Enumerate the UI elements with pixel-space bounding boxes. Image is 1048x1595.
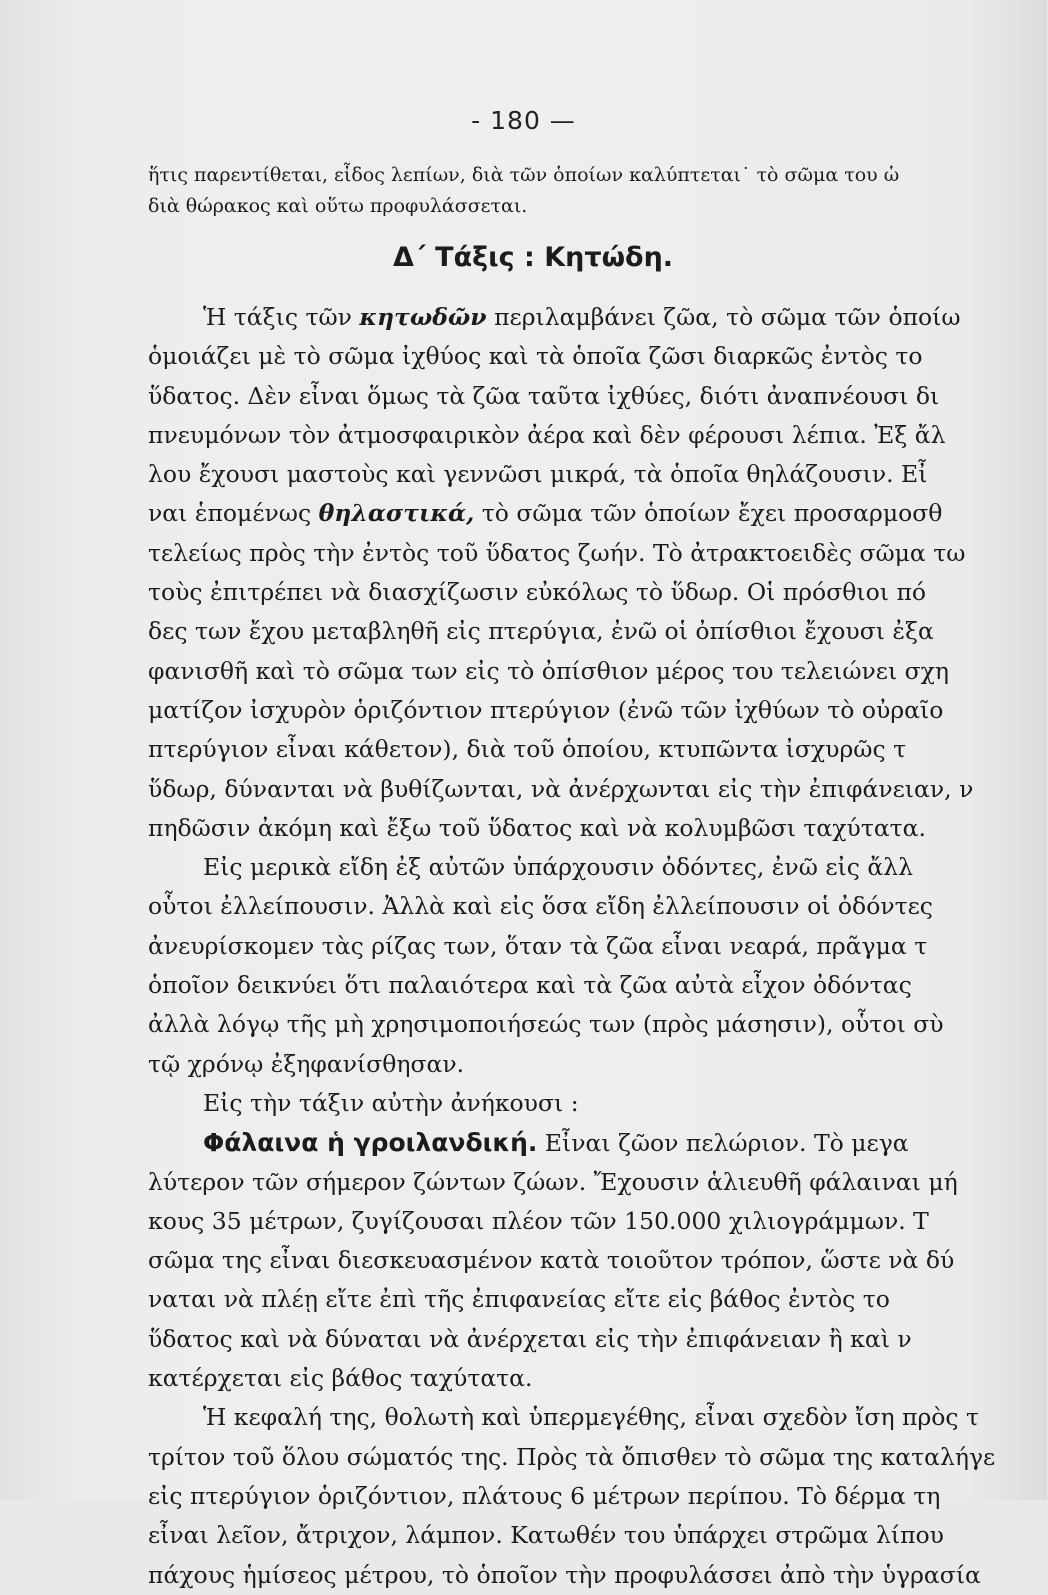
paragraph-greenland-whale [148,1123,1048,1398]
text-line: ἀλλὰ λόγῳ τῆς μὴ χρησιμοποιήσεώς των (πρὸς μάσησιν), οὗτοι σὺ [148,1010,944,1039]
text-line: ὁμοιάζει μὲ τὸ σῶμα ἰχθύος καὶ τὰ ὁποῖα ζῶσι διαρκῶς ἐντὸς το [148,342,923,371]
page-content [148,160,1048,1595]
text-line: ὁποῖον δεικνύει ὅτι παλαιότερα καὶ τὰ ζῶα αὐτὰ εἶχον ὀδόντας [148,971,912,1000]
text-line: σῶμα της εἶναι διεσκευασμένον κατὰ τοιοῦτον τρόπον, ὥστε νὰ δύ [148,1246,955,1275]
text-line: τῷ χρόνῳ ἐξηφανίσθησαν. [148,1049,465,1078]
bold-term: θηλαστικά, [318,499,475,528]
text-line: ὕδατος. Δὲν εἶναι ὅμως τὰ ζῶα ταῦτα ἰχθύες, διότι ἀναπνέουσι δι [148,381,940,410]
text-line [148,494,1048,533]
text-line: Ἡ κεφαλή της, θολωτὴ καὶ ὑπερμεγέθης, εἶναι σχεδὸν ἴση πρὸς τ [203,1403,980,1432]
text-run: Ἡ τάξις τῶν [203,303,360,331]
text-line: Εἰς τὴν τάξιν αὐτὴν ἀνήκουσι : [203,1088,579,1117]
text-line: δες των ἔχου μεταβληθῆ εἰς πτερύγια, ἐνῶ οἱ ὀπίσθιοι ἔχουσι ἐξα [148,617,934,646]
text-line: εἶναι λεῖον, ἄτριχον, λάμπον. Κατωθέν του ὑπάρχει στρῶμα λίπου [148,1521,944,1550]
text-line: τρίτον τοῦ ὅλου σώματός της. Πρὸς τὰ ὄπισθεν τὸ σῶμα της καταλήγε [148,1442,996,1471]
text-run: τὸ σῶμα τῶν ὁποίων ἔχει προσαρμοσθ [474,499,943,528]
text-line: πτερύγιον εἶναι κάθετον), διὰ τοῦ ὁποίου, κτυπῶντα ἰσχυρῶς τ [148,735,907,764]
intro-paragraph [148,160,1048,222]
text-line: πάχους ἡμίσεος μέτρου, τὸ ὁποῖον τὴν προφυλάσσει ἀπὸ τὴν ὑγρασία [148,1560,981,1589]
text-line: ἀνευρίσκομεν τὰς ρίζας των, ὅταν τὰ ζῶα εἶναι νεαρά, πρᾶγμα τ [148,931,928,960]
text-line: λου ἔχουσι μαστοὺς καὶ γεννῶσι μικρά, τὰ ὁποῖα θηλάζουσιν. Εἶ [148,460,928,489]
text-line: τελείως πρὸς τὴν ἐντὸς τοῦ ὕδατος ζωήν. Τὸ ἀτρακτοειδὲς σῶμα τω [148,538,966,567]
text-line: κους 35 μέτρων, ζυγίζουσαι πλέον τῶν 150.000 χιλιογράμμων. Τ [148,1206,929,1235]
paragraph-cetacea-definition [148,298,1048,848]
text-line: ὕδατος καὶ νὰ δύναται νὰ ἀνέρχεται εἰς τὴν ἐπιφάνειαν ἢ καὶ ν [148,1324,912,1353]
text-run: ναι ἑπομένως [148,499,319,528]
species-name: Φάλαινα ἡ γροιλανδική. [203,1128,538,1158]
text-line: ματίζον ἰσχυρὸν ὁριζόντιον πτερύγιον (ἐνῶ τῶν ἰχθύων τὸ οὐραῖο [148,695,944,724]
paragraph-head [148,1398,1048,1594]
text-line: ὕδωρ, δύνανται νὰ βυθίζωνται, νὰ ἀνέρχωνται εἰς τὴν ἐπιφάνειαν, ν [148,774,974,803]
text-run: περιλαμβάνει ζῶα, τὸ σῶμα τῶν ὁποίω [486,303,961,331]
text-line: πνευμόνων τὸν ἀτμοσφαιρικὸν ἀέρα καὶ δὲν φέρουσι λέπια. Ἐξ ἄλ [148,420,946,449]
text-line: εἰς πτερύγιον ὁριζόντιον, πλάτους 6 μέτρων περίπου. Τὸ δέρμα τη [148,1481,941,1510]
text-line: οὗτοι ἐλλείπουσιν. Ἀλλὰ καὶ εἰς ὅσα εἴδη ἐλλείπουσιν οἱ ὀδόντες [148,892,933,921]
text-line: τοὺς ἐπιτρέπει νὰ διασχίζωσιν εὐκόλως τὸ ὕδωρ. Οἱ πρόσθιοι πό [148,578,927,607]
text-line: φανισθῆ καὶ τὸ σῶμα των εἰς τὸ ὀπίσθιον μέρος του τελειώνει σχη [148,656,949,685]
text-line: πηδῶσιν ἀκόμη καὶ ἔξω τοῦ ὕδατος καὶ νὰ κολυμβῶσι ταχύτατα. [148,813,927,842]
text-line: κατέρχεται εἰς βάθος ταχύτατα. [148,1364,533,1393]
page-number: - 180 — [471,106,576,135]
bold-term: κητωδῶν [359,303,487,331]
text-line [148,298,1048,337]
text-line: ναται νὰ πλέῃ εἴτε ἐπὶ τῆς ἐπιφανείας εἴτε εἰς βάθος ἐντὸς το [148,1285,890,1314]
text-line: λύτερον τῶν σήμερον ζώντων ζώων. Ἔχουσιν ἁλιευθῆ φάλαιναι μή [148,1167,958,1196]
paragraph-members [148,1084,1048,1123]
section-heading: Δ΄ Τάξις : Κητώδη. [392,242,674,273]
text-line [148,1123,1048,1162]
text-line: διὰ θώρακος καὶ οὕτω προφυλάσσεται. [148,195,528,217]
text-run: Εἶναι ζῶον πελώριον. Τὸ μεγα [537,1129,909,1158]
text-line: ἥτις παρεντίθεται, εἶδος λεπίων, διὰ τῶν ὁποίων καλύπτεται˙ τὸ σῶμα του ὡ [148,164,900,186]
text-line: Εἰς μερικὰ εἴδη ἐξ αὐτῶν ὑπάρχουσιν ὀδόντες, ἐνῶ εἰς ἄλλ [203,853,914,882]
paragraph-teeth [148,848,1048,1084]
